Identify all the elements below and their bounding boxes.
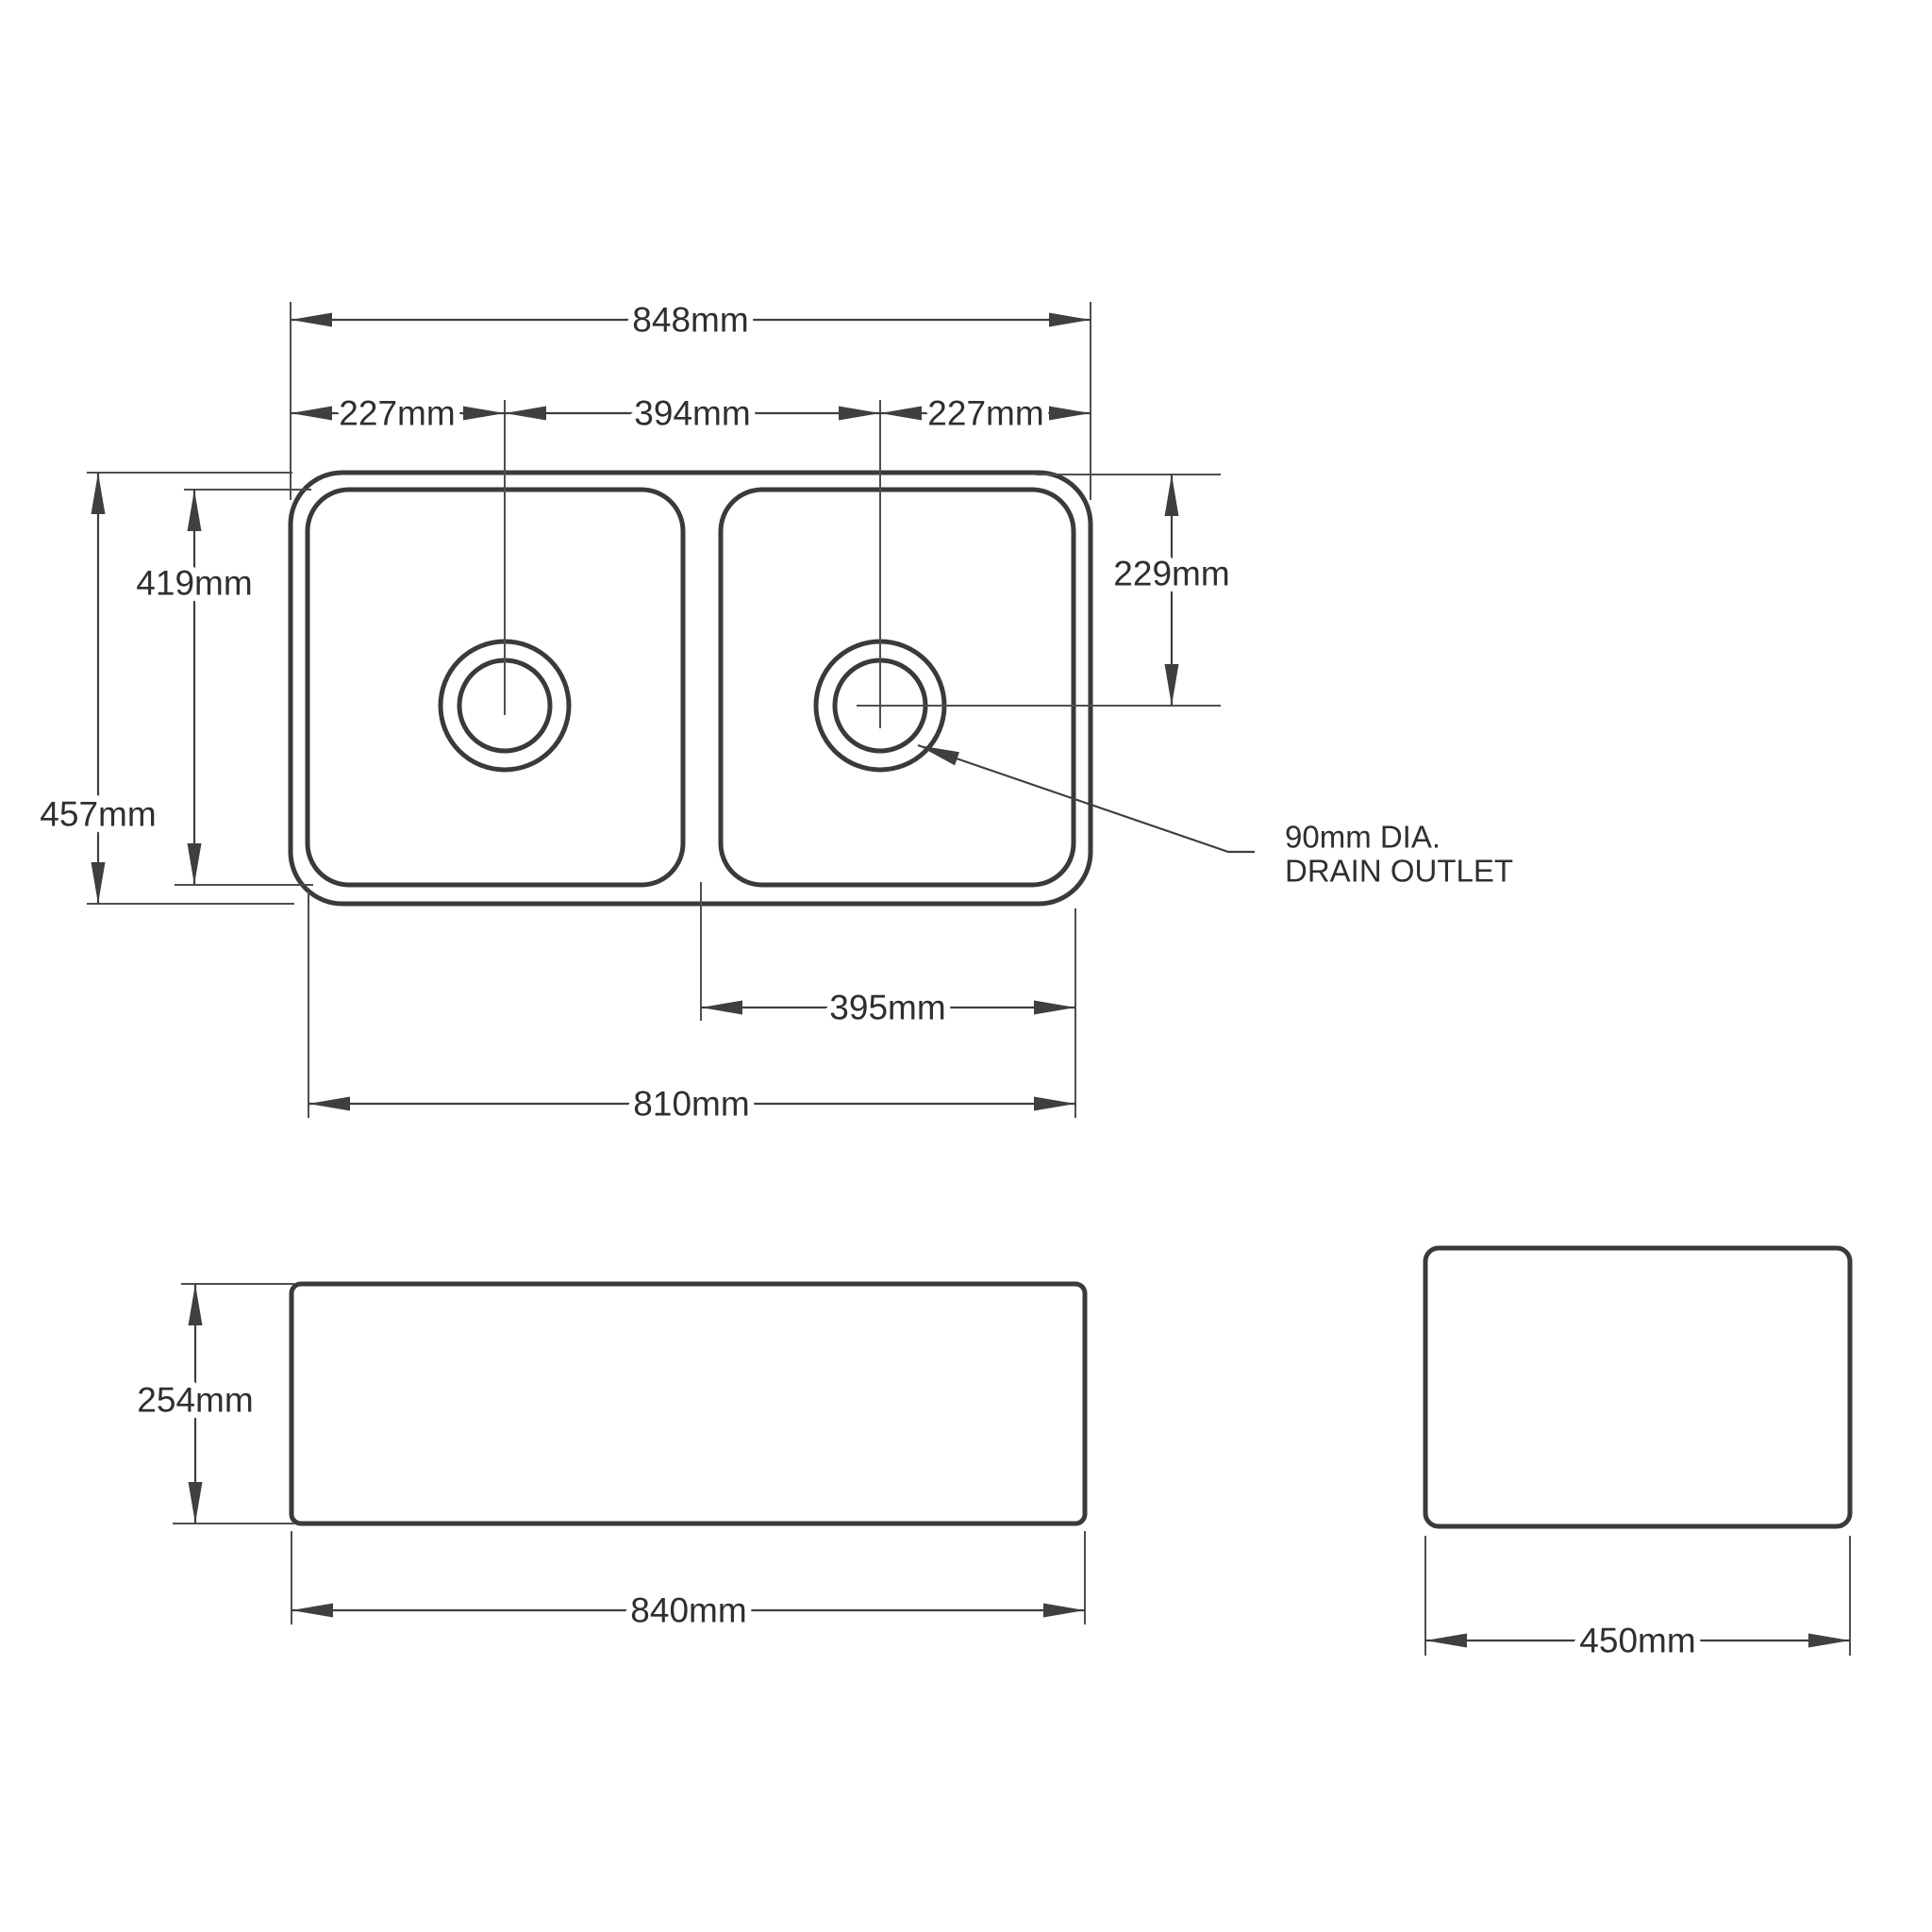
dim-label-394: 394mm	[634, 393, 751, 433]
right-bowl-outline	[721, 490, 1074, 885]
dim-label-840: 840mm	[630, 1591, 747, 1630]
dim-label-227-right: 227mm	[927, 393, 1044, 433]
drain-callout-line1: 90mm DIA.	[1285, 819, 1441, 855]
dim-overall-depth	[40, 473, 156, 904]
front-view-outline	[291, 1284, 1085, 1524]
dim-label-229: 229mm	[1113, 554, 1230, 593]
drain-callout-line2: DRAIN OUTLET	[1285, 853, 1514, 889]
dim-right-bowl-width	[701, 989, 1075, 1027]
dim-label-450: 450mm	[1579, 1621, 1696, 1660]
side-view	[1425, 1248, 1850, 1660]
dim-left-drain-offset	[291, 394, 505, 433]
dim-drain-from-rim	[1113, 475, 1229, 706]
dim-drain-spacing	[505, 394, 880, 433]
dim-front-width	[291, 1591, 1085, 1630]
dim-right-drain-offset	[880, 394, 1091, 433]
dim-overall-width	[291, 301, 1091, 340]
dim-label-254: 254mm	[137, 1380, 254, 1420]
dim-label-848: 848mm	[632, 300, 749, 340]
left-bowl-outline	[308, 490, 683, 885]
dim-label-419: 419mm	[136, 563, 253, 603]
side-view-outline	[1425, 1248, 1850, 1526]
dim-label-810: 810mm	[633, 1084, 750, 1124]
dim-side-width	[1425, 1622, 1850, 1660]
drain-callout	[918, 745, 1513, 889]
dim-label-227-left: 227mm	[339, 393, 456, 433]
top-view	[40, 301, 1513, 1124]
sink-rim-outline	[291, 473, 1091, 904]
front-view	[137, 1284, 1085, 1630]
dim-label-457: 457mm	[40, 794, 157, 834]
dim-inner-width	[308, 1085, 1075, 1124]
drain-callout-leader-line	[918, 745, 1255, 852]
dim-front-height	[137, 1284, 253, 1524]
dim-label-395: 395mm	[829, 988, 946, 1027]
